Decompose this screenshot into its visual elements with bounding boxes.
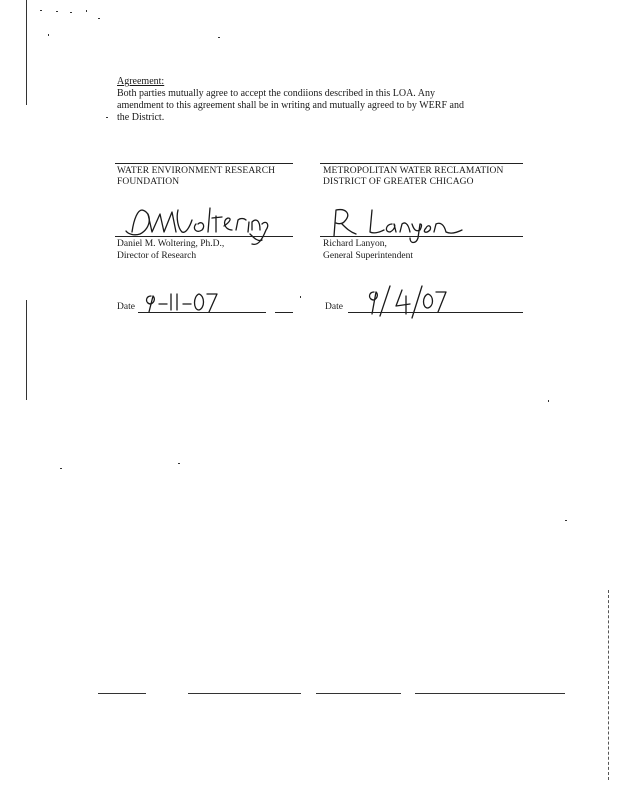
- agreement-line: amendment to this agreement shall be in writing and mutually agreed to by WERF and: [117, 100, 464, 111]
- left-signer-title: Director of Research: [117, 251, 197, 261]
- date-line-mid-dash: [275, 312, 293, 313]
- left-date-label: Date: [117, 302, 135, 312]
- scan-edge-line: [26, 300, 27, 400]
- scan-dot: [98, 18, 100, 19]
- date-line-left: [138, 312, 266, 313]
- scan-dot: [300, 296, 301, 298]
- left-org-line1: WATER ENVIRONMENT RESEARCH: [117, 166, 276, 176]
- scan-dot: [70, 12, 72, 13]
- left-signer-name: Daniel M. Woltering, Ph.D.,: [117, 239, 225, 249]
- scan-dot: [86, 10, 87, 12]
- right-party-org: [323, 166, 503, 188]
- agreement-line: Both parties mutually agree to accept the condiions described in this LOA. Any: [117, 88, 435, 99]
- bottom-rule: [188, 693, 301, 694]
- signature-line-right: [320, 236, 523, 237]
- left-signer: [117, 238, 224, 262]
- right-signer-name: Richard Lanyon,: [323, 239, 387, 249]
- right-org-line1: METROPOLITAN WATER RECLAMATION: [323, 166, 504, 176]
- scan-dot: [106, 117, 108, 118]
- date-line-right: [348, 312, 523, 313]
- right-date-handwritten: [364, 284, 454, 320]
- scan-dot: [178, 463, 180, 464]
- left-party-org: [117, 166, 275, 188]
- right-signer-title: General Superintendent: [323, 251, 413, 261]
- scan-edge-dashes: [608, 590, 610, 780]
- scan-dot: [60, 468, 62, 469]
- scan-dot: [565, 520, 567, 521]
- party-top-rule-right: [320, 163, 523, 164]
- scan-dot: [218, 37, 220, 38]
- bottom-rule: [316, 693, 401, 694]
- signature-line-left: [115, 236, 293, 237]
- bottom-rule: [415, 693, 565, 694]
- right-signer: [323, 238, 413, 262]
- right-date-label: Date: [325, 302, 343, 312]
- right-org-line2: DISTRICT OF GREATER CHICAGO: [323, 177, 474, 187]
- left-org-line2: FOUNDATION: [117, 177, 180, 187]
- agreement-body: [117, 88, 517, 124]
- bottom-rule: [98, 693, 146, 694]
- scan-dot: [548, 400, 549, 402]
- party-top-rule-left: [115, 163, 293, 164]
- scan-dot: [40, 10, 42, 11]
- scan-dot: [48, 34, 49, 36]
- scan-dot: [56, 11, 58, 12]
- scan-edge-line: [26, 0, 27, 105]
- agreement-line: the District.: [117, 112, 165, 123]
- agreement-heading: Agreement:: [117, 76, 165, 87]
